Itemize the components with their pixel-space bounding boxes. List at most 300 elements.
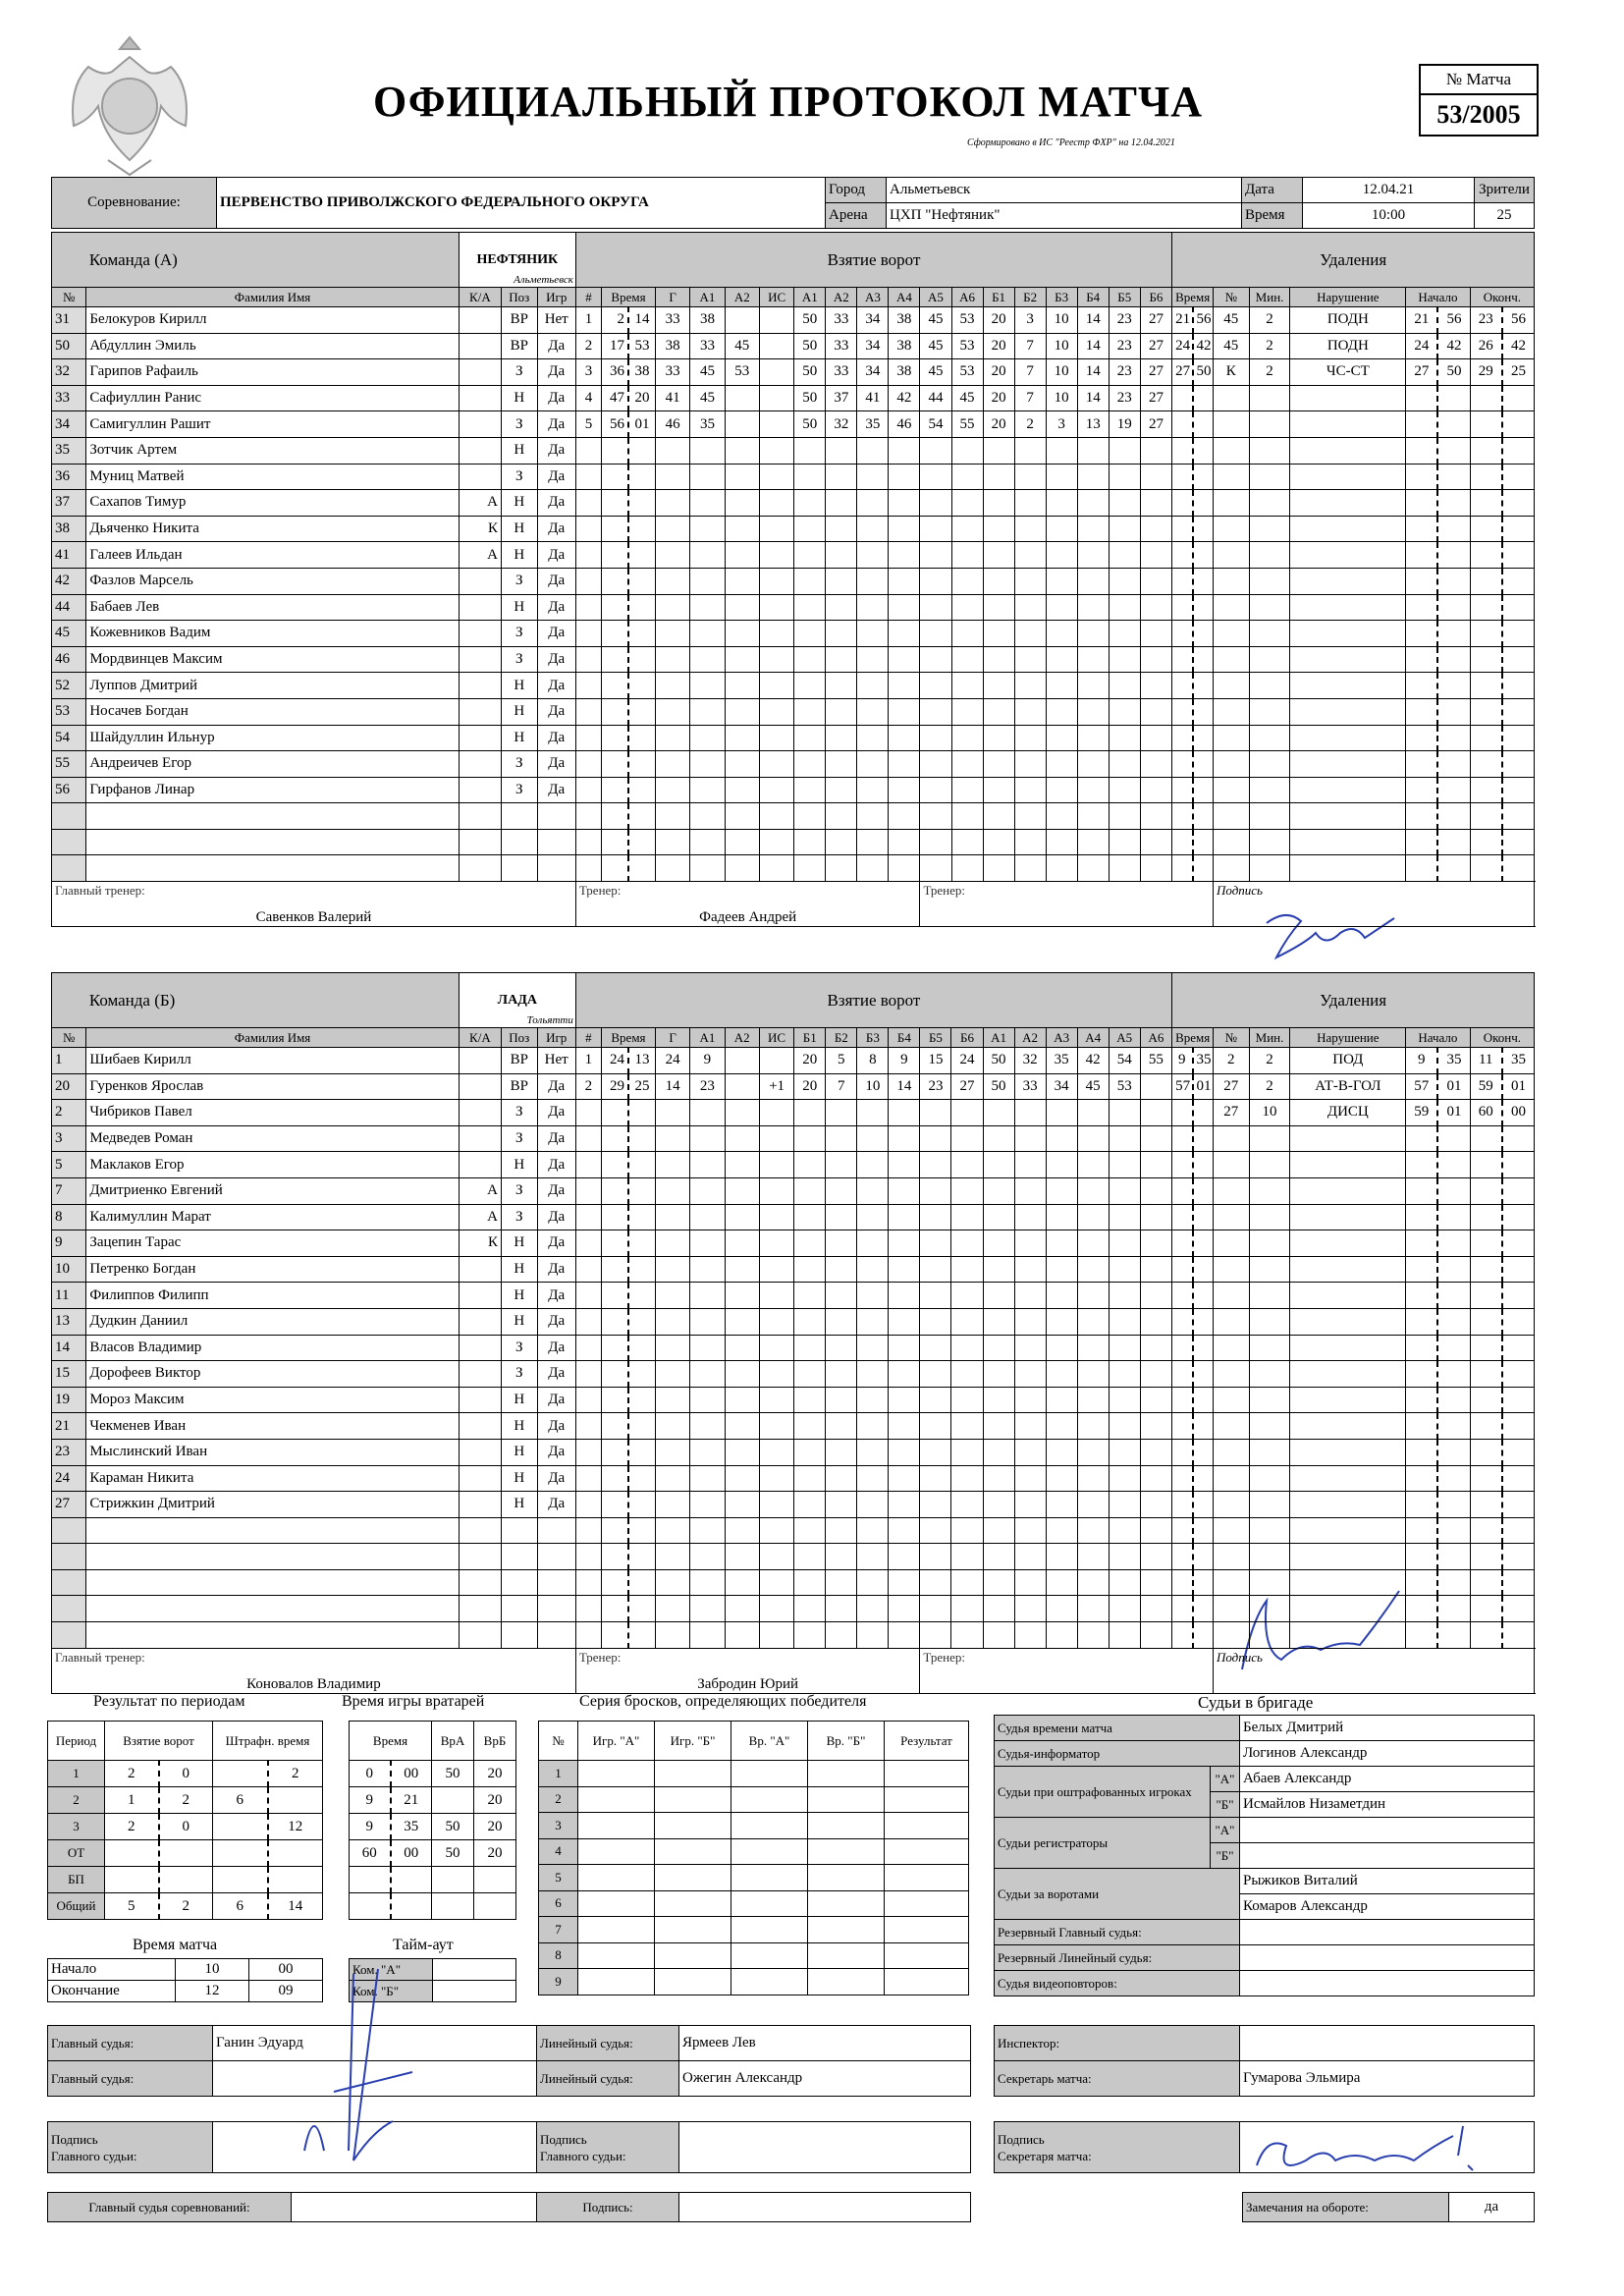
player-position: Н: [501, 385, 537, 411]
goal-number: [575, 594, 601, 621]
onice-player: [794, 1177, 826, 1204]
onice-player: 10: [1046, 307, 1077, 334]
penalty-time-sec: [1193, 1413, 1214, 1440]
onice-player: [889, 1361, 920, 1388]
goal-player: [655, 594, 689, 621]
player-name: Луппов Дмитрий: [86, 673, 459, 699]
period-value: 0: [159, 1761, 213, 1787]
goalie-value: 50: [432, 1814, 474, 1840]
player-position: Н: [501, 1465, 537, 1492]
table-row: [52, 490, 1535, 517]
penalty-end-min: [1470, 516, 1502, 542]
player-played: Да: [537, 437, 575, 464]
onice-player: [857, 464, 889, 490]
onice-player: [1109, 1100, 1140, 1126]
goal-time: 24: [601, 1048, 627, 1074]
period-value: [159, 1840, 213, 1867]
onice-player: [857, 1308, 889, 1335]
player-played: Да: [537, 490, 575, 517]
penalty-column-header: Время: [1172, 1028, 1214, 1048]
penalty-start-min: [1406, 1387, 1438, 1413]
shootout-cell: [578, 1969, 655, 1995]
penalty-start-min: [1406, 646, 1438, 673]
onice-player: [1077, 1335, 1109, 1361]
onice-player: [794, 1100, 826, 1126]
player-role: [459, 1569, 501, 1596]
onice-player: [857, 542, 889, 569]
period-value: 2: [105, 1761, 159, 1787]
penalty-player: [1213, 1596, 1249, 1622]
onice-player: [951, 1204, 983, 1230]
goal-time: [628, 1387, 655, 1413]
penalty-judge-a: Абаев Александр: [1240, 1767, 1535, 1792]
penalty-start-sec: [1437, 751, 1470, 778]
onice-player: [1140, 1283, 1171, 1309]
player-name: [86, 1544, 459, 1570]
competition-name: ПЕРВЕНСТВО ПРИВОЛЖСКОГО ФЕДЕРАЛЬНОГО ОКРУГА: [217, 178, 826, 229]
onice-player: [794, 1596, 826, 1622]
onice-player: 24: [951, 1048, 983, 1074]
onice-player: 55: [1140, 1048, 1171, 1074]
onice-player: [826, 621, 857, 647]
player-role: [459, 725, 501, 751]
goal-player: 53: [725, 359, 759, 386]
table-row: [48, 1787, 323, 1814]
onice-player: [1109, 516, 1140, 542]
player-position: Н: [501, 1152, 537, 1178]
penalty-minutes: [1249, 621, 1290, 647]
end-mm: 09: [249, 1981, 323, 2002]
player-position: З: [501, 1204, 537, 1230]
onice-player: 14: [1077, 333, 1109, 359]
goal-player: [725, 385, 759, 411]
table-row: [52, 1283, 1535, 1309]
goalies-table: [349, 1721, 516, 1920]
penalty-time-sec: [1193, 542, 1214, 569]
player-name: Маклаков Егор: [86, 1152, 459, 1178]
column-header: Поз: [501, 288, 537, 307]
player-number: 3: [52, 1125, 86, 1152]
onice-player: [1046, 437, 1077, 464]
player-role: [459, 568, 501, 594]
period-goals-header: Взятие ворот: [105, 1722, 213, 1761]
goal-player: [655, 464, 689, 490]
goal-time: [628, 1622, 655, 1649]
goal-time: [601, 1413, 627, 1440]
goal-player: [725, 803, 759, 830]
main-ref-sign-label-2: Подпись Главного судьи:: [537, 2122, 679, 2173]
onice-header: А6: [951, 288, 983, 307]
onice-player: [1140, 698, 1171, 725]
penalty-time-sec: [1193, 698, 1214, 725]
goal-situation: [759, 1622, 793, 1649]
onice-player: 27: [1140, 333, 1171, 359]
penalty-end-sec: [1502, 621, 1535, 647]
goal-player: [655, 725, 689, 751]
player-played: Да: [537, 1073, 575, 1100]
onice-player: [1014, 829, 1046, 855]
penalty-minutes: [1249, 568, 1290, 594]
onice-player: [1014, 1177, 1046, 1204]
penalty-violation: [1290, 777, 1406, 803]
onice-player: [857, 698, 889, 725]
goal-situation: [759, 516, 793, 542]
onice-player: [1046, 568, 1077, 594]
goal-time: [602, 698, 628, 725]
onice-player: [826, 490, 857, 517]
player-number: 27: [52, 1492, 86, 1518]
onice-player: [1014, 1465, 1046, 1492]
table-row: [52, 516, 1535, 542]
player-position: З: [501, 568, 537, 594]
player-role: К: [459, 516, 501, 542]
penalty-end-min: [1470, 829, 1502, 855]
penalty-time-sec: 01: [1193, 1073, 1214, 1100]
shootout-title: Серия бросков, определяющих победителя: [579, 1693, 867, 1710]
onice-player: [1014, 803, 1046, 830]
player-number: [52, 1622, 86, 1649]
onice-player: [1109, 646, 1140, 673]
penalty-end-min: [1470, 751, 1502, 778]
penalty-start-sec: 56: [1437, 307, 1470, 334]
penalty-violation: [1290, 1204, 1406, 1230]
onice-player: [1140, 1335, 1171, 1361]
penalty-time-min: [1172, 1544, 1193, 1570]
onice-player: [1077, 621, 1109, 647]
player-played: Да: [537, 1100, 575, 1126]
player-role: [459, 646, 501, 673]
penalty-minutes: 10: [1249, 1100, 1290, 1126]
onice-player: 14: [1077, 307, 1109, 334]
onice-player: [951, 568, 983, 594]
player-number: 50: [52, 333, 86, 359]
shootout-cell: [578, 1942, 655, 1969]
player-position: З: [501, 411, 537, 438]
match-info-table: [51, 177, 1535, 229]
onice-player: [983, 490, 1014, 517]
onice-player: 38: [889, 359, 920, 386]
chief-ref-table: [47, 2192, 971, 2222]
time-value: 10:00: [1303, 203, 1475, 229]
goal-player: 24: [655, 1048, 689, 1074]
onice-player: [1109, 1517, 1140, 1544]
goal-number: [575, 725, 601, 751]
penalty-end-min: [1470, 1465, 1502, 1492]
goal-situation: [759, 673, 793, 699]
penalty-violation: [1290, 673, 1406, 699]
onice-player: 50: [983, 1048, 1014, 1074]
penalty-violation: [1290, 594, 1406, 621]
penalty-time-sec: [1193, 1100, 1214, 1126]
player-role: [459, 803, 501, 830]
onice-player: [920, 777, 951, 803]
shootout-cell: [578, 1838, 655, 1865]
main-ref-label-1: Главный судья:: [48, 2026, 213, 2061]
goal-time: [628, 1361, 655, 1388]
shootout-cell: [731, 1813, 808, 1839]
onice-player: [920, 1256, 951, 1283]
goal-player: [655, 542, 689, 569]
goal-situation: [759, 542, 793, 569]
goal-number: [575, 673, 601, 699]
penalty-time-min: [1172, 1465, 1193, 1492]
player-position: Н: [501, 1230, 537, 1257]
onice-header: А1: [983, 1028, 1014, 1048]
penalty-start-sec: [1437, 385, 1470, 411]
goal-number: [575, 777, 601, 803]
goal-player: [655, 1569, 689, 1596]
penalty-time-sec: [1193, 1177, 1214, 1204]
goal-time: [601, 1308, 627, 1335]
onice-player: [857, 1569, 889, 1596]
penalty-end-min: [1470, 673, 1502, 699]
goal-time: 36: [602, 359, 628, 386]
goal-number: [575, 1204, 601, 1230]
team-a-name: [459, 233, 575, 288]
goal-player: [655, 1439, 689, 1465]
goal-player: [655, 1177, 689, 1204]
onice-player: 10: [1046, 385, 1077, 411]
penalty-player: [1213, 411, 1249, 438]
penalty-end-min: [1470, 803, 1502, 830]
penalty-player: [1213, 621, 1249, 647]
table-row: [52, 1152, 1535, 1178]
penalty-end-sec: [1502, 1517, 1535, 1544]
penalty-violation: [1290, 1413, 1406, 1440]
player-position: Н: [501, 1256, 537, 1283]
onice-player: [826, 777, 857, 803]
onice-player: [1046, 1569, 1077, 1596]
onice-player: [826, 725, 857, 751]
onice-player: [1046, 777, 1077, 803]
player-role: [459, 1492, 501, 1518]
onice-player: [951, 1100, 983, 1126]
team-a-name-text: НЕФТЯНИК: [476, 251, 559, 267]
onice-player: [1109, 1492, 1140, 1518]
onice-player: [983, 751, 1014, 778]
onice-player: [1077, 568, 1109, 594]
penalty-end-min: [1470, 1308, 1502, 1335]
onice-player: [826, 1544, 857, 1570]
penalty-end-sec: 35: [1502, 1048, 1535, 1074]
onice-player: 50: [794, 411, 826, 438]
player-number: 2: [52, 1100, 86, 1126]
goal-situation: [759, 1100, 793, 1126]
penalty-start-min: [1406, 1283, 1438, 1309]
column-header: Г: [655, 288, 689, 307]
onice-player: [1046, 464, 1077, 490]
shootout-cell: [578, 1761, 655, 1787]
penalty-end-min: [1470, 594, 1502, 621]
table-row: [52, 777, 1535, 803]
goal-player: [690, 1152, 725, 1178]
penalty-column-header: Мин.: [1249, 288, 1290, 307]
goal-time: 29: [601, 1073, 627, 1100]
goal-time: [628, 621, 655, 647]
goal-number: [575, 1177, 601, 1204]
onice-player: [920, 1177, 951, 1204]
penalty-start-min: [1406, 516, 1438, 542]
onice-player: [951, 698, 983, 725]
goal-player: [655, 1387, 689, 1413]
penalty-judges-label: Судьи при оштрафованных игроках: [995, 1767, 1211, 1818]
penalty-minutes: [1249, 1517, 1290, 1544]
onice-player: [920, 1308, 951, 1335]
goal-player: [725, 698, 759, 725]
penalty-time-min: [1172, 751, 1193, 778]
penalty-end-min: 11: [1470, 1048, 1502, 1074]
player-number: 15: [52, 1361, 86, 1388]
date-value: 12.04.21: [1303, 178, 1475, 203]
onice-player: [794, 621, 826, 647]
onice-player: [920, 1517, 951, 1544]
onice-player: [826, 1517, 857, 1544]
penalty-start-sec: [1437, 855, 1470, 882]
onice-header: Б1: [794, 1028, 826, 1048]
goal-player: [725, 1492, 759, 1518]
goal-player: [725, 1204, 759, 1230]
onice-player: [889, 437, 920, 464]
goal-situation: [759, 698, 793, 725]
onice-header: А5: [1109, 1028, 1140, 1048]
goalie-value: [350, 1867, 391, 1893]
penalty-judge-b: Исмайлов Низаметдин: [1240, 1792, 1535, 1818]
penalty-start-sec: [1437, 542, 1470, 569]
penalty-end-min: [1470, 1517, 1502, 1544]
onice-header: А4: [1077, 1028, 1109, 1048]
penalty-time-sec: [1193, 594, 1214, 621]
goal-time: 47: [602, 385, 628, 411]
period-value: [268, 1787, 323, 1814]
onice-player: [1140, 1596, 1171, 1622]
penalty-end-sec: [1502, 568, 1535, 594]
goal-time: 20: [628, 385, 655, 411]
penalty-minutes: [1249, 437, 1290, 464]
onice-player: [951, 646, 983, 673]
penalty-time-min: [1172, 1256, 1193, 1283]
penalty-end-sec: [1502, 855, 1535, 882]
onice-player: [794, 1152, 826, 1178]
goal-player: [725, 464, 759, 490]
penalty-minutes: [1249, 1596, 1290, 1622]
onice-player: [1140, 1073, 1171, 1100]
shootout-cell: [655, 1942, 731, 1969]
goal-player: [690, 1439, 725, 1465]
goal-time: 56: [602, 411, 628, 438]
shootout-cell: [731, 1890, 808, 1917]
onice-player: [1077, 464, 1109, 490]
goalie-time-header: Время: [350, 1722, 432, 1761]
timekeeper-name: Белых Дмитрий: [1240, 1716, 1535, 1741]
penalty-time-min: [1172, 568, 1193, 594]
goal-time: [628, 1256, 655, 1283]
onice-player: [1046, 1100, 1077, 1126]
goal-time: [601, 1569, 627, 1596]
onice-player: [1109, 1413, 1140, 1440]
shootout-cell: [808, 1969, 885, 1995]
penalty-time-min: [1172, 1100, 1193, 1126]
table-row: [52, 1048, 1535, 1074]
penalty-time-sec: [1193, 751, 1214, 778]
team-b-penalties-header: Удаления: [1172, 973, 1535, 1028]
team-b-goals-header: Взятие ворот: [575, 973, 1171, 1028]
penalty-time-min: [1172, 1439, 1193, 1465]
penalty-end-sec: [1502, 1283, 1535, 1309]
onice-player: [1109, 1439, 1140, 1465]
onice-player: [951, 725, 983, 751]
penalty-player: [1213, 751, 1249, 778]
shootout-number: 7: [539, 1917, 578, 1943]
penalty-end-min: 59: [1470, 1073, 1502, 1100]
penalty-column-header: Начало: [1406, 288, 1470, 307]
penalty-time-min: [1172, 1569, 1193, 1596]
goal-time: [628, 568, 655, 594]
goal-number: [575, 1622, 601, 1649]
penalty-violation: [1290, 1256, 1406, 1283]
shootout-cell: [885, 1890, 969, 1917]
onice-player: [920, 516, 951, 542]
onice-player: 50: [794, 307, 826, 334]
onice-player: 50: [983, 1073, 1014, 1100]
goal-time: [602, 803, 628, 830]
penalty-start-min: 57: [1406, 1073, 1438, 1100]
player-name: [86, 1569, 459, 1596]
onice-player: [1140, 594, 1171, 621]
goalie-value: [432, 1893, 474, 1920]
goal-player: [690, 464, 725, 490]
player-played: Да: [537, 385, 575, 411]
penalty-time-sec: [1193, 437, 1214, 464]
player-position: ВР: [501, 1073, 537, 1100]
player-role: А: [459, 542, 501, 569]
goal-player: [690, 1230, 725, 1257]
onice-player: [920, 1544, 951, 1570]
penalty-violation: АТ-В-ГОЛ: [1290, 1073, 1406, 1100]
onice-player: [889, 1544, 920, 1570]
onice-player: [983, 1152, 1014, 1178]
player-position: З: [501, 1335, 537, 1361]
player-number: 41: [52, 542, 86, 569]
goal-situation: [759, 1387, 793, 1413]
table-row: [52, 1622, 1535, 1649]
penalty-end-sec: [1502, 646, 1535, 673]
player-name: Дмитриенко Евгений: [86, 1177, 459, 1204]
onice-player: 7: [1014, 333, 1046, 359]
penalty-end-min: [1470, 1230, 1502, 1257]
onice-player: [857, 1177, 889, 1204]
goal-time: 01: [628, 411, 655, 438]
shootout-cell: [731, 1942, 808, 1969]
main-ref-1: Ганин Эдуард: [213, 2026, 537, 2061]
penalty-start-min: 21: [1406, 307, 1438, 334]
penalty-player: 27: [1213, 1073, 1249, 1100]
onice-player: [951, 673, 983, 699]
onice-player: [794, 542, 826, 569]
onice-player: [826, 646, 857, 673]
period-pim-header: Штрафн. время: [213, 1722, 323, 1761]
player-played: [537, 1569, 575, 1596]
penalty-start-min: [1406, 1177, 1438, 1204]
goal-player: [690, 490, 725, 517]
onice-player: [1109, 1622, 1140, 1649]
shootout-cell: [655, 1838, 731, 1865]
goal-player: [725, 1596, 759, 1622]
player-position: ВР: [501, 1048, 537, 1074]
goal-player: [725, 307, 759, 334]
table-row: [539, 1969, 969, 1995]
goal-number: [575, 568, 601, 594]
penalty-player: [1213, 490, 1249, 517]
